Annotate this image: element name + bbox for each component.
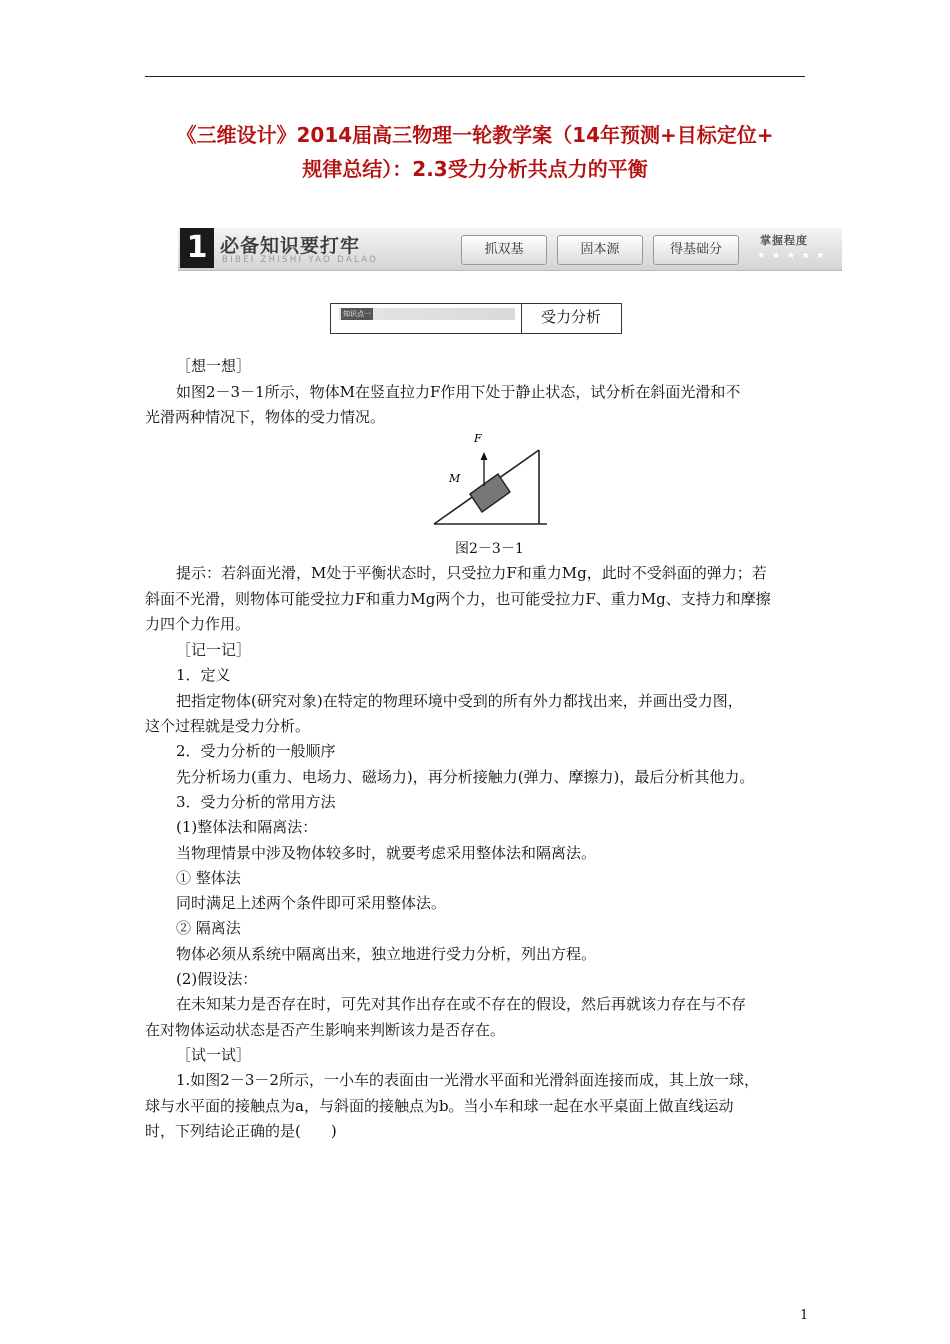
text-line: 斜面不光滑，则物体可能受拉力F和重力Mg两个力，也可能受拉力F、重力Mg、支持力和摩擦	[145, 590, 771, 608]
text-line: 这个过程就是受力分析。	[145, 717, 311, 735]
text-line: 先分析场力(重力、电场力、磁场力)，再分析接触力(弹力、摩擦力)，最后分析其他力。	[176, 768, 755, 786]
knowledge-point-tag	[339, 308, 515, 320]
text-line: ［试一试］	[176, 1046, 252, 1064]
text-line: ① 整体法	[176, 869, 241, 887]
block-m	[470, 474, 510, 512]
label-f: F	[474, 432, 482, 445]
text-line: ② 隔离法	[176, 919, 241, 937]
text-line: 光滑两种情况下，物体的受力情况。	[145, 408, 386, 426]
banner-button-1[interactable]: 抓双基	[461, 235, 547, 265]
text-line: 时，下列结论正确的是( )	[145, 1122, 337, 1140]
text-line: (1)整体法和隔离法：	[176, 818, 318, 836]
mastery-label: 掌握程度	[760, 234, 808, 247]
text-line: 如图2－3－1所示，物体M在竖直拉力F作用下处于静止状态，试分析在斜面光滑和不	[176, 383, 741, 401]
text-line: 在未知某力是否存在时，可先对其作出存在或不存在的假设，然后再就该力存在与不存	[176, 995, 747, 1013]
text-line: 球与水平面的接触点为a，与斜面的接触点为b。当小车和球一起在水平桌面上做直线运动	[145, 1097, 734, 1115]
document-title-line-2: 规律总结）：2.3受力分析共点力的平衡	[302, 157, 648, 181]
text-line: 当物理情景中涉及物体较多时，就要考虑采用整体法和隔离法。	[176, 844, 597, 862]
section-number: 1	[180, 228, 214, 268]
section-banner-subtitle: BIBEI ZHISHI YAO DALAO	[222, 255, 379, 265]
banner-button-3[interactable]: 得基础分	[653, 235, 739, 265]
text-line: 同时满足上述两个条件即可采用整体法。	[176, 894, 447, 912]
text-line: 力四个力作用。	[145, 615, 251, 633]
force-f-arrowhead	[481, 452, 488, 460]
text-line: 1．定义	[176, 666, 231, 684]
text-line: 1.如图2－3－2所示，一小车的表面由一光滑水平面和光滑斜面连接而成，其上放一球，	[176, 1071, 759, 1089]
knowledge-point-box	[330, 303, 622, 334]
text-line: 在对物体运动状态是否产生影响来判断该力是否存在。	[145, 1021, 506, 1039]
text-line: 物体必须从系统中隔离出来，独立地进行受力分析，列出方程。	[176, 945, 597, 963]
knowledge-point-tag-text: 知识点一	[343, 310, 371, 318]
text-line: 提示：若斜面光滑，M处于平衡状态时，只受拉力F和重力Mg，此时不受斜面的弹力；若	[176, 564, 767, 582]
section-banner	[178, 228, 842, 271]
document-title-line-1: 《三维设计》2014届高三物理一轮教学案（14年预测+目标定位+	[176, 123, 774, 147]
text-line: (2)假设法：	[176, 970, 258, 988]
figure-caption: 图2－3－1	[455, 541, 524, 557]
page-number: 1	[800, 1308, 809, 1323]
knowledge-point-label: 受力分析	[540, 308, 601, 326]
section-banner-title: 必备知识要打牢	[220, 235, 361, 257]
text-line: ［记一记］	[176, 641, 252, 659]
incline-figure	[430, 430, 560, 530]
text-line: 把指定物体(研究对象)在特定的物理环境中受到的所有外力都找出来，并画出受力图，	[176, 692, 743, 710]
header-rule	[145, 76, 805, 77]
mastery-stars-icon: ★★★★★	[756, 248, 830, 262]
text-line: 2．受力分析的一般顺序	[176, 742, 336, 760]
text-line: ［想一想］	[176, 357, 252, 375]
banner-button-2[interactable]: 固本源	[557, 235, 643, 265]
label-m: M	[449, 472, 461, 485]
text-line: 3．受力分析的常用方法	[176, 793, 336, 811]
